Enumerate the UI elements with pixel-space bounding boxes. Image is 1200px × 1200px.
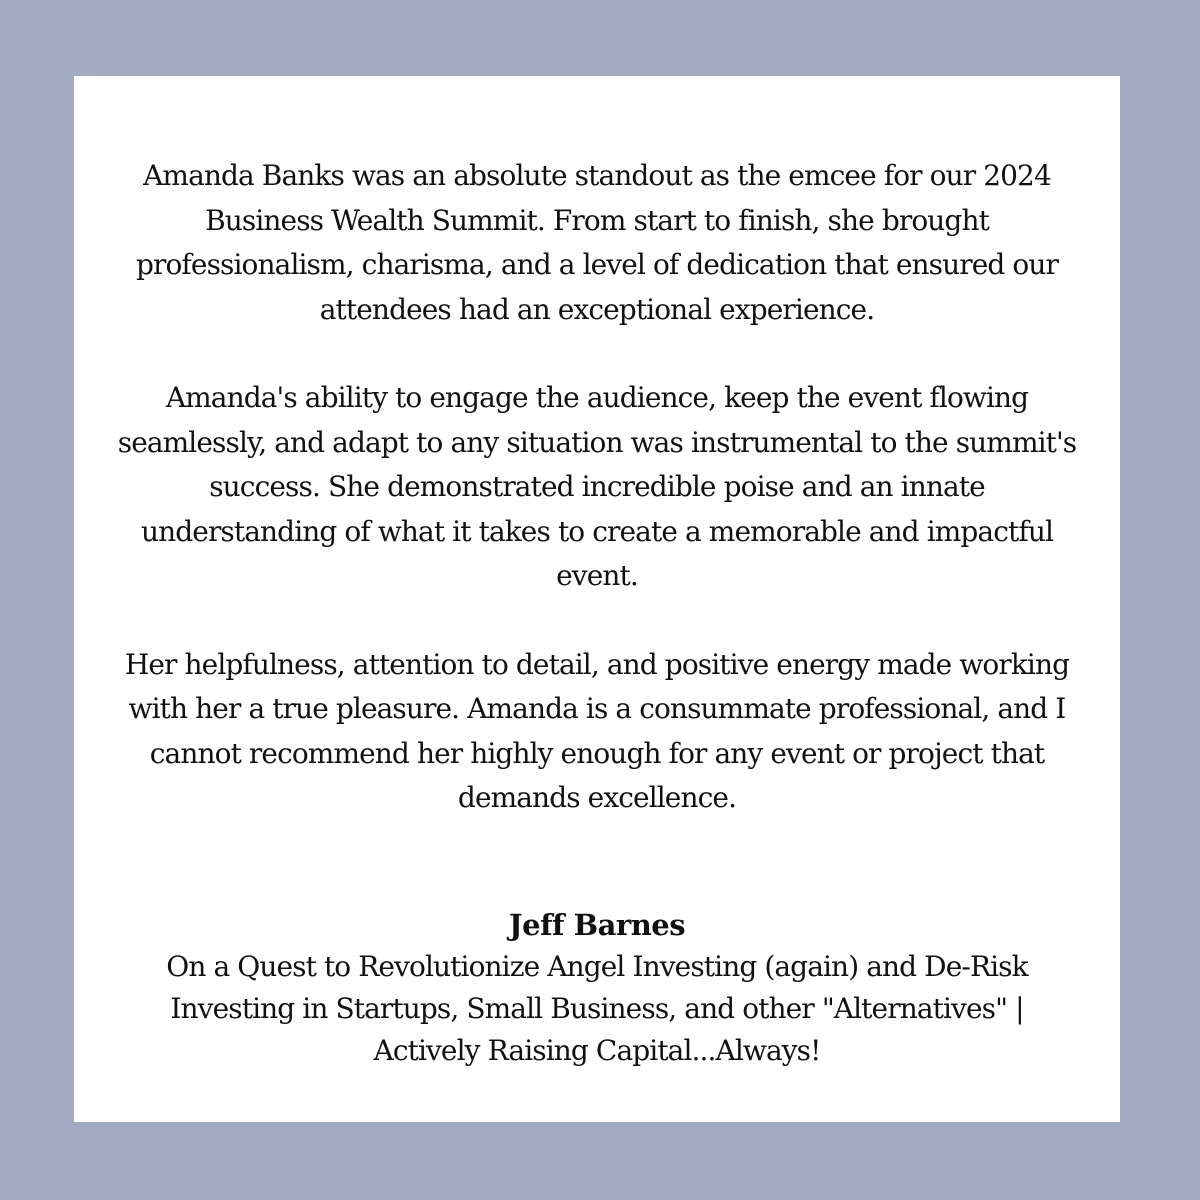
testimonial-paragraph-3: Her helpfulness, attention to detail, and positive energy made working with her a true pleasure. Amanda is a consummate professional, and I cannot recommend her highly enough for any event or project that demands excellence. [124,647,1070,814]
testimonial-paragraph-1: Amanda Banks was an absolute standout as the emcee for our 2024 Business Wealth Summit. From start to finish, she brought professionalism, charisma, and a level of dedication that ensured our attendees had an exceptional experience. [135,159,1059,326]
author-name: Jeff Barnes [508,908,686,942]
author-title: On a Quest to Revolutionize Angel Investing (again) and De-Risk Investing in Startups, Small Business, and other "Alternatives" | Actively Raising Capital...Always! [166,950,1028,1067]
testimonial-card [74,76,1120,1122]
testimonial-paragraph-2: Amanda's ability to engage the audience, keep the event flowing seamlessly, and adapt to any situation was instrumental to the summit's success. She demonstrated incredible poise and an innate understanding of what it takes to create a memorable and impactful event. [117,381,1077,592]
testimonial-signature [114,904,1080,1072]
testimonial-body [114,154,1080,821]
